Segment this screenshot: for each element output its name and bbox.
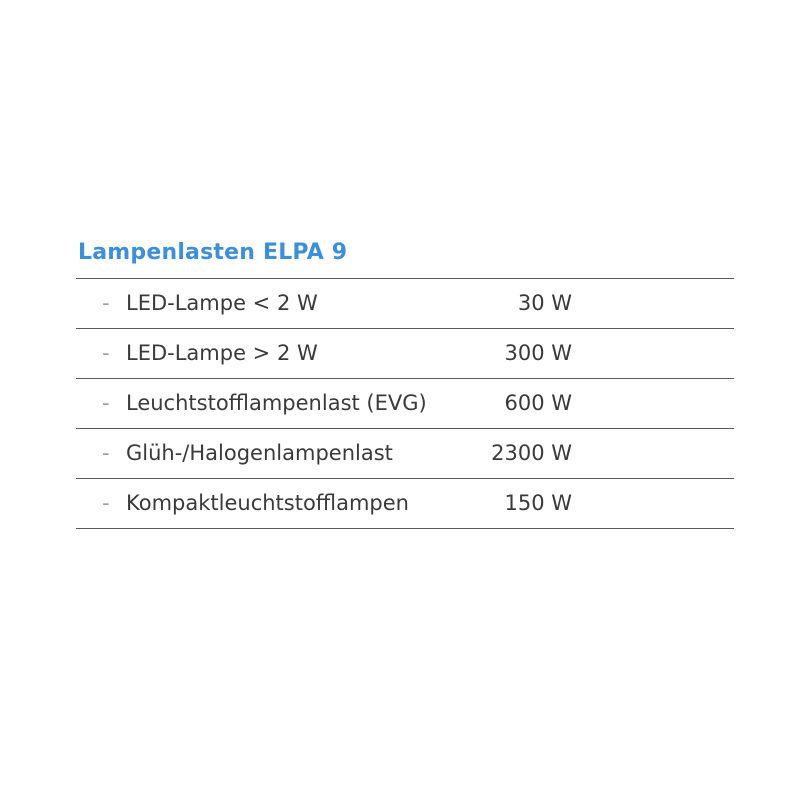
row-label: LED-Lampe > 2 W (126, 341, 318, 365)
table-row (76, 479, 734, 529)
table-row (76, 379, 734, 429)
row-value: 150 W (504, 491, 572, 515)
row-label: Kompaktleuchtstofflampen (126, 491, 409, 515)
table-row (76, 329, 734, 379)
lamp-load-table (76, 278, 734, 529)
table-row (76, 429, 734, 479)
row-value: 2300 W (491, 441, 572, 465)
row-label: Glüh-/Halogenlampenlast (126, 441, 393, 465)
row-value: 300 W (504, 341, 572, 365)
section-title: Lampenlasten ELPA 9 (78, 240, 348, 265)
row-label: Leuchtstofflampenlast (EVG) (126, 391, 427, 415)
row-bullet: - (102, 291, 110, 315)
row-value: 600 W (504, 391, 572, 415)
row-bullet: - (102, 341, 110, 365)
row-bullet: - (102, 491, 110, 515)
row-label: LED-Lampe < 2 W (126, 291, 318, 315)
table-row (76, 279, 734, 329)
row-bullet: - (102, 441, 110, 465)
row-bullet: - (102, 391, 110, 415)
row-value: 30 W (517, 291, 572, 315)
